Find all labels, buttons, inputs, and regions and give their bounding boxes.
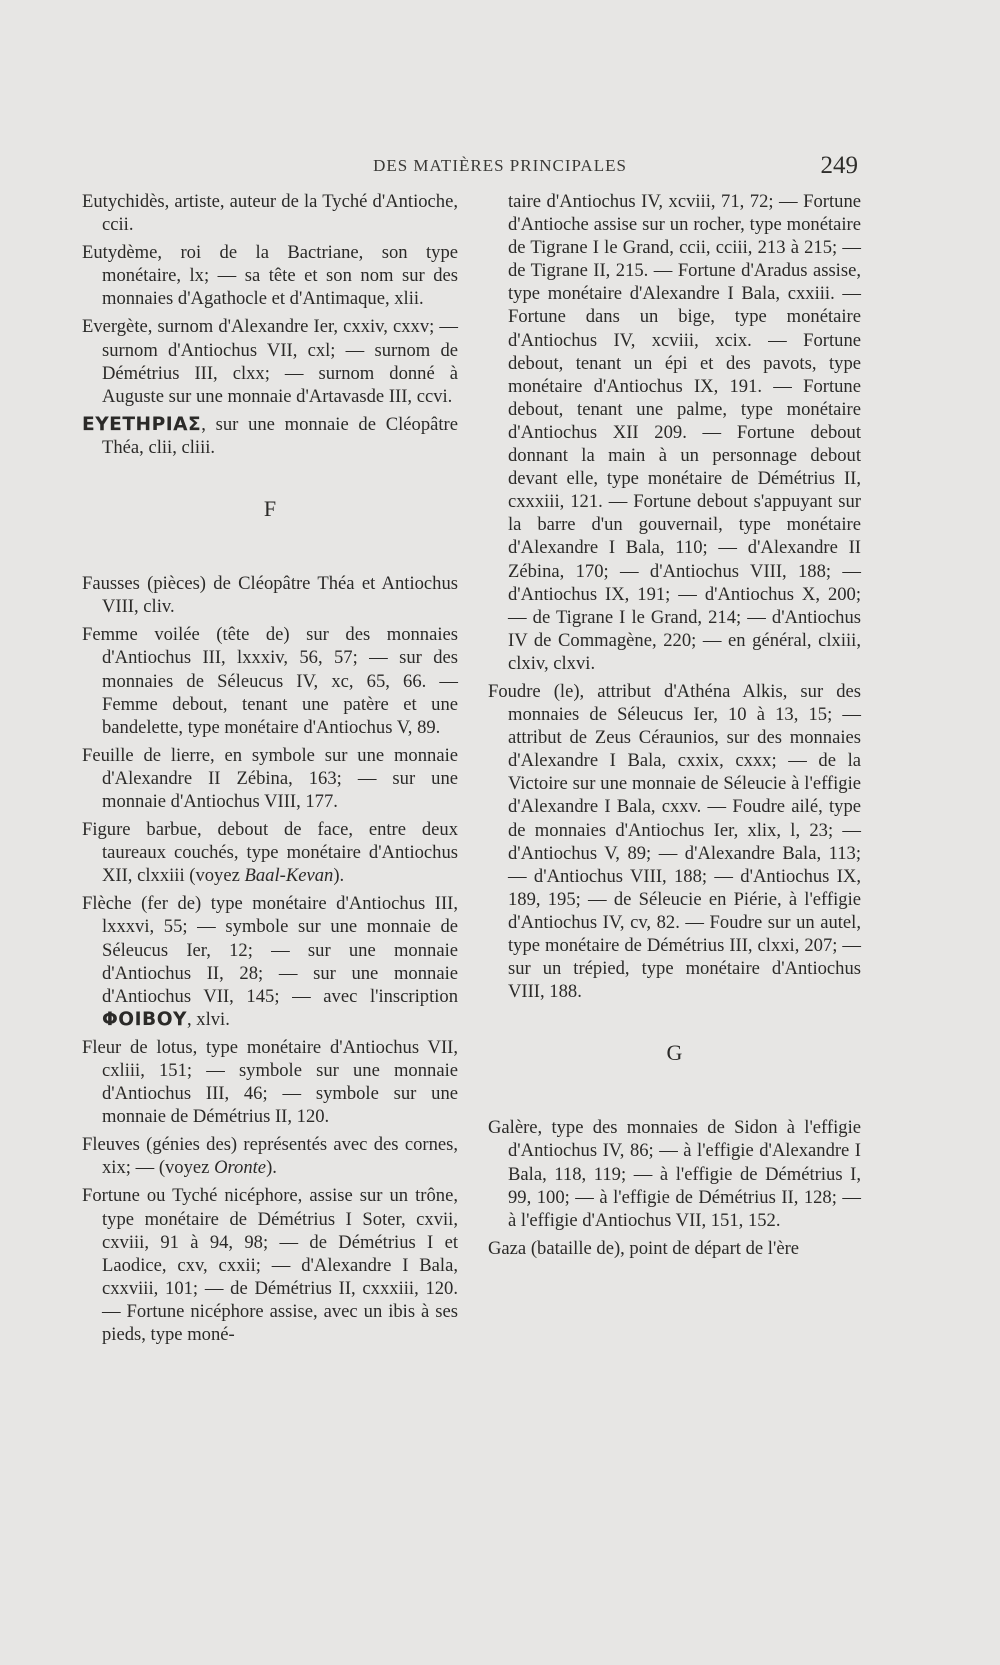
index-entry-eutydeme: Eutydème, roi de la Bactriane, son type monétaire, lx; — sa tête et son nom sur des monnaies d'Agathocle et d'Antimaque, xlii. <box>82 242 458 310</box>
index-entry-fleur-de-lotus: Fleur de lotus, type monétaire d'Antiochus VII, cxliii, 151; — symbole sur une monnaie d'Antiochus III, 46; — symbole sur une monnaie de Démétrius II, 120. <box>82 1036 458 1128</box>
index-entry-feuille-de-lierre: Feuille de lierre, en symbole sur une monnaie d'Alexandre II Zébina, 163; — sur une monnaie d'Antiochus VIII, 177. <box>82 744 458 812</box>
index-entry-fleuves <box>82 1133 458 1179</box>
right-column <box>488 190 861 1265</box>
cross-reference-link[interactable]: Baal-Kevan <box>244 865 334 887</box>
cross-reference-link[interactable]: Oronte <box>214 1157 267 1179</box>
index-entry-eutychides: Eutychidès, artiste, auteur de la Tyché d'Antioche, ccii. <box>82 191 458 236</box>
section-letter-f: F <box>263 496 277 522</box>
index-entry-femme-voilee: Femme voilée (tête de) sur des monnaies d'Antiochus III, lxxxiv, 56, 57; — sur des monnaies de Séleucus IV, xc, 65, 66. — Femme debout, tenant une patère et une bandelette, type monétaire d'Antiochus V, 89. <box>82 624 458 738</box>
index-entry-euetheria <box>82 413 458 459</box>
index-entry-fleche <box>82 892 458 1031</box>
entry-text: Fleuves (génies des) représentés avec des cornes, xix; — (voyez <box>82 1134 458 1179</box>
section-letter-g: G <box>666 1040 683 1066</box>
index-entry-fortune-continued: taire d'Antiochus IV, xcviii, 71, 72; — Fortune d'Antioche assise sur un rocher, type monétaire de Tigrane I le Grand, ccii, cciii, 213 à 215; — de Tigrane II, 215. — Fortune d'Aradus assise, type monétaire d'Alexandre I Bala, cxxiii. — Fortune dans un bige, type monétaire d'Antiochus IV, xcviii, xcix. — Fortune debout, tenant un épi et des pavots, type monétaire d'Antiochus IX, 191. — Fortune debout, tenant une palme, type monétaire d'Antiochus XII 209. — Fortune debout donnant la main à un personnage debout devant elle, type monétaire de Démétrius II, cxxxiii, 121. — Fortune debout s'appuyant sur la barre d'un gouvernail, type monétaire d'Alexandre I Bala, 110; — d'Alexandre II Zébina, 170; — d'Antiochus VIII, 188; — d'Antiochus IX, 191; — d'Antiochus X, 200; — de Tigrane I le Grand, 214; — d'Antiochus IV de Commagène, 220; — en général, clxiii, clxiv, clxvi. <box>508 191 861 674</box>
page-number: 249 <box>820 152 858 179</box>
greek-inscription: ΕΥΕΤΗΡΙΑΣ <box>82 413 202 435</box>
entry-text: Flèche (fer de) type monétaire d'Antiochus III, lxxxvi, 55; — symbole sur une monnaie de Séleucus Ier, 12; — sur une monnaie d'Antiochus II, 28; — sur une monnaie d'Antiochus VII, 145; — avec l'inscription <box>82 893 458 1007</box>
index-entry-foudre: Foudre (le), attribut d'Athéna Alkis, sur des monnaies de Séleucus Ier, 10 à 13, 15; — attribut de Zeus Céraunios, sur des monnaies d'Alexandre I Bala, cxxix, cxxx; — de la Victoire sur une monnaie de Séleucie à l'effigie d'Alexandre I Bala, cxxv. — Foudre ailé, type de monnaies d'Antiochus Ier, xlix, l, 23; — d'Antiochus V, 89; — d'Alexandre Bala, 113; — d'Antiochus VIII, 188; — d'Antiochus IX, 189, 195; — de Séleucie en Piérie, à l'effigie d'Antiochus IV, cv, 82. — Foudre sur un autel, type monétaire de Démétrius III, clxxi, 207; — sur un trépied, type monétaire d'Antiochus VIII, 188. <box>488 680 861 1003</box>
entry-text: , sur une monnaie de Cléopâtre Théa, clii, cliii. <box>102 413 458 458</box>
index-entry-evergete: Evergète, surnom d'Alexandre Ier, cxxiv, cxxv; — surnom d'Antiochus VII, cxl; — surnom de Démétrius III, clxx; — surnom donné à Auguste sur une monnaie d'Artavasde III, ccvi. <box>82 316 458 407</box>
entry-text-end: ). <box>266 1157 277 1179</box>
index-entry-fausses: Fausses (pièces) de Cléopâtre Théa et Antiochus VIII, cliv. <box>82 573 458 618</box>
entry-text-end: ). <box>333 865 345 887</box>
index-entry-fortune: Fortune ou Tyché nicéphore, assise sur un trône, type monétaire de Démétrius I Soter, cxvii, cxviii, 91 à 94, 98; — de Démétrius I et Laodice, cxv, cxxii; — d'Alexandre I Bala, cxxviii, 101; — de Démétrius II, cxxxiii, 120. — Fortune nicéphore assise, avec un ibis à ses pieds, type moné- <box>82 1185 458 1346</box>
index-entry-gaza: Gaza (bataille de), point de départ de l'ère <box>488 1237 800 1259</box>
running-head: DES MATIÈRES PRINCIPALES <box>373 156 627 175</box>
greek-inscription: ΦΟΙΒΟΥ <box>102 1008 187 1030</box>
left-column <box>82 190 458 1351</box>
index-entry-galere: Galère, type des monnaies de Sidon à l'effigie d'Antiochus IV, 86; — à l'effigie d'Alexandre I Bala, 118, 119; — à l'effigie de Démétrius I, 99, 100; — à l'effigie de Démétrius II, 128; — à l'effigie d'Antiochus VII, 151, 152. <box>488 1117 861 1231</box>
entry-text: Figure barbue, debout de face, entre deux taureaux couchés, type monétaire d'Antiochus XII, clxxiii (voyez <box>82 819 458 887</box>
entry-text-end: , xlvi. <box>186 1008 230 1030</box>
index-entry-figure-barbue <box>82 818 458 887</box>
